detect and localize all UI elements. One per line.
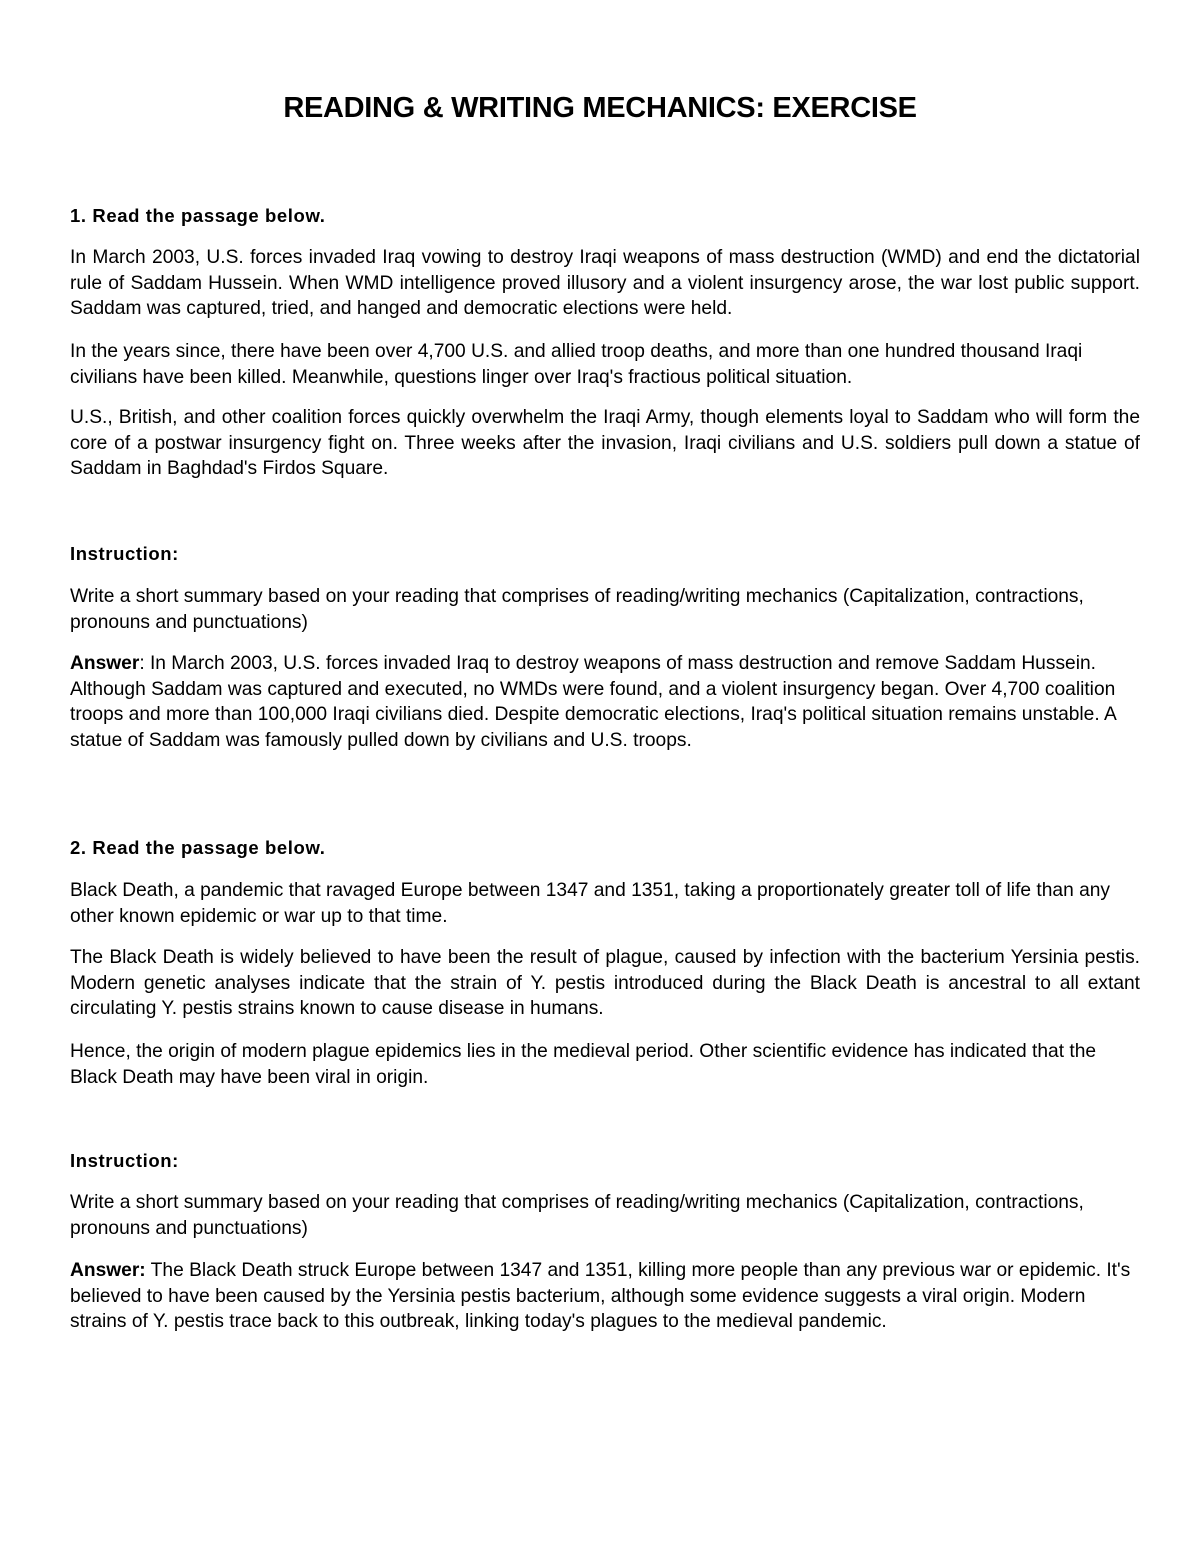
section2-paragraph-1: Black Death, a pandemic that ravaged Europe between 1347 and 1351, taking a proportionately greater toll of life than any other known epidemic or war up to that time. (70, 880, 1111, 927)
section1-paragraph-1: In March 2003, U.S. forces invaded Iraq vowing to destroy Iraqi weapons of mass destruction (WMD) and end the dictatorial rule of Saddam Hussein. When WMD intelligence proved illusory and a violent insurgency arose, the war lost public support. Saddam was captured, tried, and hanged and democratic elections were held. (70, 247, 1140, 320)
section1-answer (70, 651, 1140, 753)
section2-instruction-text: Write a short summary based on your reading that comprises of reading/writing mechanics (Capitalization, contractions, pronouns and punctuations) (70, 1192, 1084, 1239)
page-title: READING & WRITING MECHANICS: EXERCISE (283, 92, 917, 124)
section1-answer-text: : In March 2003, U.S. forces invaded Iraq to destroy weapons of mass destruction and remove Saddam Hussein. Although Saddam was captured and executed, no WMDs were found, and a violent insurgency began. Over 4,700 coalition troops and more than 100,000 Iraqi civilians died. Despite democratic elections, Iraq's political situation remains unstable. A statue of Saddam was famously pulled down by civilians and U.S. troops. (70, 653, 1116, 751)
section2-paragraph-3: Hence, the origin of modern plague epidemics lies in the medieval period. Other scientific evidence has indicated that the Black Death may have been viral in origin. (70, 1041, 1097, 1088)
section1-paragraph-2: In the years since, there have been over 4,700 U.S. and allied troop deaths, and more than one hundred thousand Iraqi civilians have been killed. Meanwhile, questions linger over Iraq's fractious political situation. (70, 341, 1083, 388)
section2-answer (70, 1258, 1140, 1335)
section2-paragraph-2: The Black Death is widely believed to have been the result of plague, caused by infection with the bacterium Yersinia pestis. Modern genetic analyses indicate that the strain of Y. pestis introduced during the Black Death is ancestral to all extant circulating Y. pestis strains known to cause disease in humans. (70, 947, 1140, 1020)
section1-instruction-label: Instruction: (70, 543, 179, 564)
section2-answer-text: The Black Death struck Europe between 1347 and 1351, killing more people than any previous war or epidemic. It's believed to have been caused by the Yersinia pestis bacterium, although some evidence suggests a viral origin. Modern strains of Y. pestis trace back to this outbreak, linking today's plagues to the medieval pandemic. (70, 1260, 1131, 1333)
section1-answer-label: Answer (70, 653, 140, 674)
section1-instruction-text: Write a short summary based on your reading that comprises of reading/writing mechanics (Capitalization, contractions, pronouns and punctuations) (70, 586, 1084, 633)
section2-instruction-label: Instruction: (70, 1150, 179, 1171)
section1-paragraph-3: U.S., British, and other coalition forces quickly overwhelm the Iraqi Army, though elements loyal to Saddam who will form the core of a postwar insurgency fight on. Three weeks after the invasion, Iraqi civilians and U.S. soldiers pull down a statue of Saddam in Baghdad's Firdos Square. (70, 407, 1140, 480)
section2-answer-label: Answer: (70, 1260, 146, 1281)
section1-heading: 1. Read the passage below. (70, 205, 326, 226)
section2-heading: 2. Read the passage below. (70, 837, 326, 858)
